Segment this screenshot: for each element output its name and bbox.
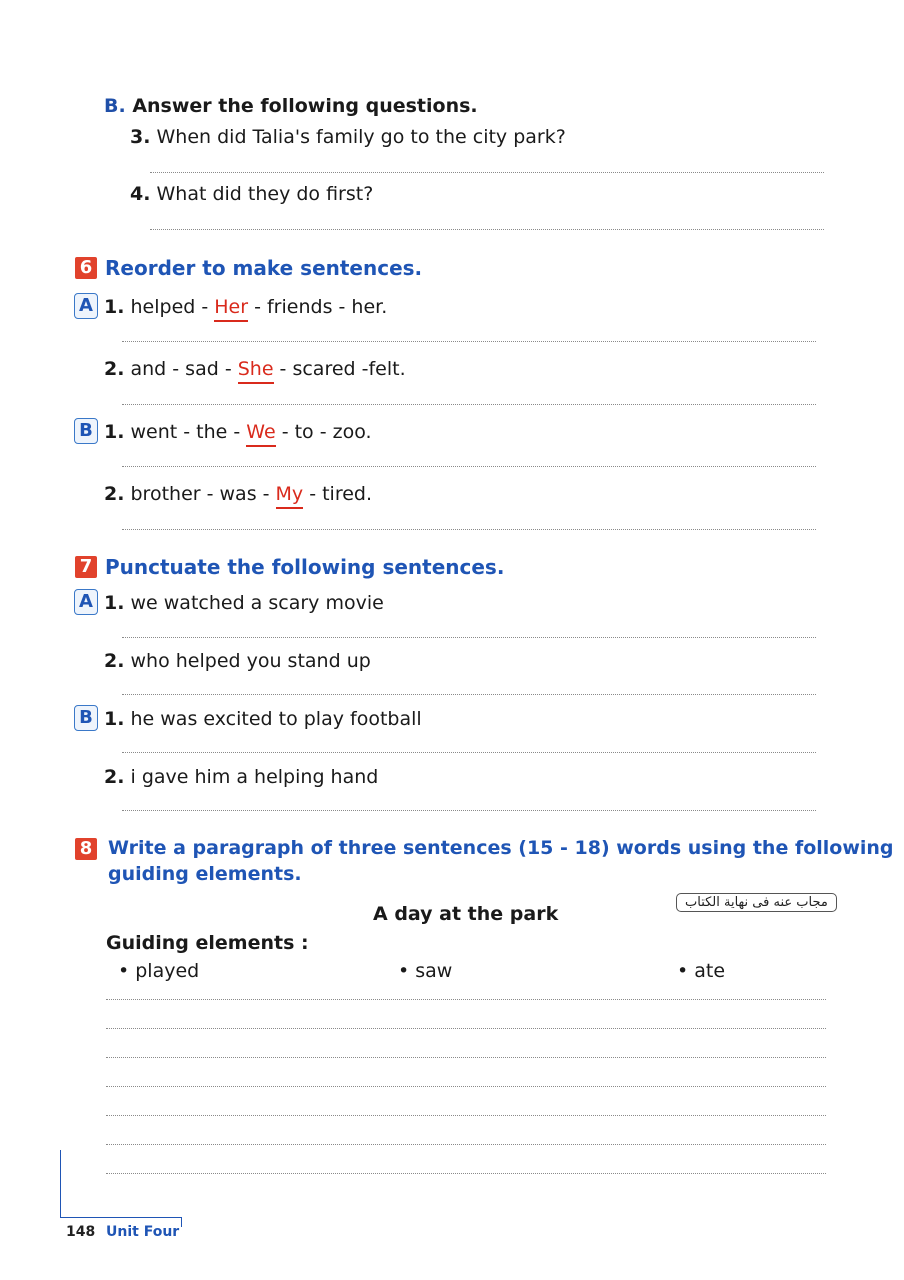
paragraph-topic: A day at the park [373,903,559,925]
part-b-badge: B [74,705,98,731]
section-b-title: Answer the following questions. [132,95,478,117]
question-number: 4. [130,183,151,205]
item-number: 2. [104,483,125,505]
item-text: i gave him a helping hand [130,766,379,788]
capitalized-word: My [276,483,304,509]
item-post: - to - zoo. [275,421,372,443]
answer-line[interactable] [122,404,816,405]
item-number: 2. [104,358,125,380]
footer-frame-tick [181,1217,182,1227]
question-3 [130,126,566,148]
answer-line[interactable] [150,229,824,230]
item-text: we watched a scary movie [130,592,384,614]
part-b-badge: B [74,418,98,444]
answer-line[interactable] [150,172,824,173]
section-8-title-line2: guiding elements. [108,863,302,885]
question-text: When did Talia's family go to the city park? [156,126,566,148]
item-post: - friends - her. [248,296,388,318]
section-b-letter: B. [104,95,126,117]
answer-line[interactable] [122,810,816,811]
unit-label: Unit Four [106,1224,180,1240]
writing-line[interactable] [106,1028,826,1029]
punctuate-item [104,592,384,614]
punctuate-item [104,650,371,672]
item-post: - scared -felt. [273,358,406,380]
answer-line[interactable] [122,752,816,753]
footer-frame-vertical [60,1150,61,1218]
section-6-badge: 6 [75,257,97,279]
page-number: 148 [66,1224,96,1240]
item-text: he was excited to play football [130,708,422,730]
item-number: 1. [104,708,125,730]
answer-note-badge: مجاب عنه فى نهاية الكتاب [676,893,837,912]
writing-line[interactable] [106,1173,826,1174]
section-7-badge: 7 [75,556,97,578]
capitalized-word: We [246,421,275,447]
answer-line[interactable] [122,341,816,342]
capitalized-word: She [238,358,274,384]
writing-line[interactable] [106,999,826,1000]
item-pre: and - sad - [130,358,238,380]
reorder-item [104,296,387,318]
item-number: 1. [104,421,125,443]
item-post: - tired. [303,483,373,505]
section-8-badge: 8 [75,838,97,860]
reorder-item [104,421,372,443]
writing-line[interactable] [106,1115,826,1116]
guiding-elements-label: Guiding elements : [106,932,309,954]
capitalized-word: Her [214,296,248,322]
item-text: who helped you stand up [130,650,371,672]
reorder-item [104,358,406,380]
answer-line[interactable] [122,694,816,695]
punctuate-item [104,708,422,730]
answer-line[interactable] [122,637,816,638]
question-number: 3. [130,126,151,148]
guiding-element: • played [118,960,200,982]
section-8-title-line1: Write a paragraph of three sentences (15 - 18) words using the following [108,837,894,859]
item-pre: helped - [130,296,215,318]
section-7-heading [75,555,504,579]
reorder-item [104,483,372,505]
item-number: 2. [104,766,125,788]
item-number: 1. [104,592,125,614]
item-pre: brother - was - [130,483,276,505]
item-pre: went - the - [130,421,247,443]
answer-line[interactable] [122,466,816,467]
writing-line[interactable] [106,1057,826,1058]
section-6-title: Reorder to make sentences. [105,256,423,280]
part-a-badge: A [74,293,98,319]
guiding-element: • ate [677,960,726,982]
guiding-element: • saw [398,960,453,982]
question-text: What did they do first? [156,183,374,205]
item-number: 2. [104,650,125,672]
item-number: 1. [104,296,125,318]
section-7-title: Punctuate the following sentences. [105,555,505,579]
answer-line[interactable] [122,529,816,530]
section-6-heading [75,256,422,280]
question-4 [130,183,373,205]
part-a-badge: A [74,589,98,615]
writing-line[interactable] [106,1144,826,1145]
section-b-heading [104,95,478,117]
footer-frame-horizontal [60,1217,182,1218]
punctuate-item [104,766,378,788]
writing-line[interactable] [106,1086,826,1087]
